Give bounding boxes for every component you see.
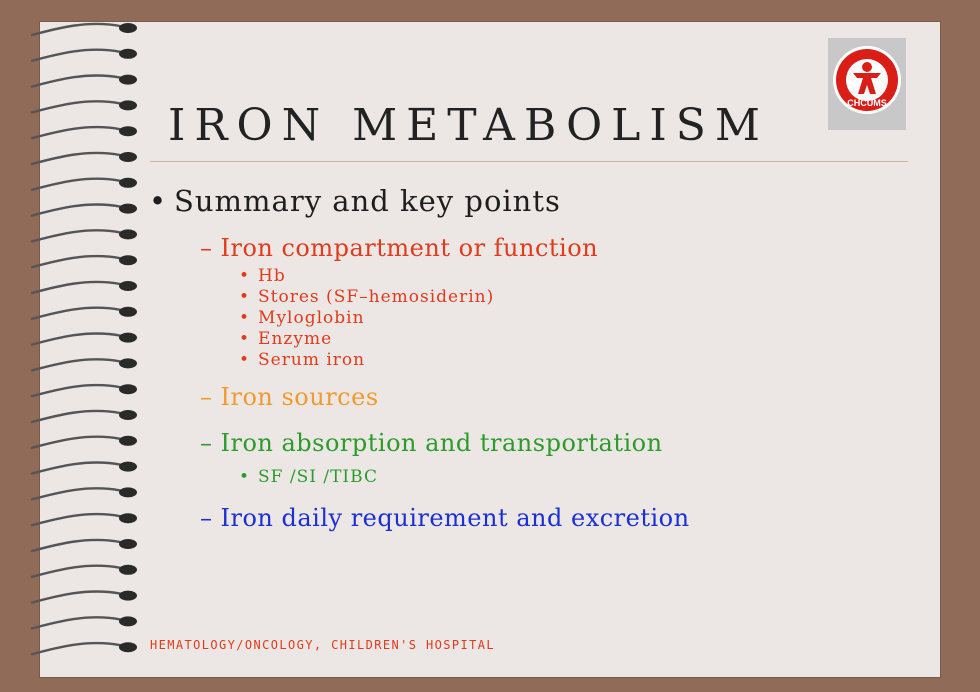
binding-hole [119,410,137,420]
sub-item: • Serum iron [239,350,366,370]
logo-text: CHCUMS [847,98,887,108]
binding-hole [119,307,137,317]
binding-hole [119,229,137,239]
spiral-ring [32,333,120,344]
binding-hole [119,462,137,472]
title-divider [150,161,908,162]
bullet-icon: • [148,184,168,218]
spiral-ring [32,385,120,396]
spiral-ring [32,24,120,35]
binding-hole [119,49,137,59]
spiral-ring [32,437,120,448]
section-compartment: – Iron compartment or function [200,234,599,262]
spiral-ring [32,50,120,61]
sub-item: • Enzyme [239,329,333,349]
sub-item: • Myloglobin [239,308,365,328]
binding-hole [119,23,137,33]
spiral-ring [32,153,120,164]
section-sources: – Iron sources [200,383,379,411]
sub-item: • Stores (SF–hemosiderin) [239,287,495,307]
spiral-ring [32,204,120,215]
spiral-ring [32,591,120,602]
binding-hole [119,539,137,549]
spiral-ring [32,514,120,525]
footer-text: HEMATOLOGY/ONCOLOGY, CHILDREN'S HOSPITAL [150,638,495,652]
spiral-ring [32,230,120,241]
binding-hole [119,126,137,136]
slide-content [142,182,902,534]
binding-hole [119,178,137,188]
sub-item: • SF /SI /TIBC [239,467,378,487]
spiral-binding [28,16,158,666]
binding-hole [119,436,137,446]
binding-hole [119,591,137,601]
sub-item: • Hb [239,266,286,286]
spiral-ring [32,566,120,577]
binding-hole [119,333,137,343]
spiral-ring [32,540,120,551]
slide-title: IRON METABOLISM [168,100,769,151]
binding-hole [119,281,137,291]
binding-hole [119,565,137,575]
spiral-ring [32,359,120,370]
binding-hole [119,75,137,85]
spiral-ring [32,256,120,267]
spiral-ring [32,308,120,319]
binding-hole [119,513,137,523]
spiral-ring [32,75,120,86]
summary-text: Summary and key points [174,184,561,218]
binding-hole [119,100,137,110]
spiral-ring [32,282,120,293]
spiral-ring [32,617,120,628]
spiral-ring [32,101,120,112]
binding-hole [119,204,137,214]
binding-hole [119,255,137,265]
spiral-ring [32,643,120,654]
binding-hole [119,384,137,394]
binding-hole [119,616,137,626]
binding-hole [119,487,137,497]
spiral-ring [32,488,120,499]
spiral-ring [32,411,120,422]
binding-hole [119,642,137,652]
binding-hole [119,152,137,162]
binding-hole [119,358,137,368]
hospital-logo [828,38,906,130]
section-requirement: – Iron daily requirement and excretion [200,504,690,532]
bullet-summary [142,182,902,220]
spiral-ring [32,462,120,473]
spiral-ring [32,179,120,190]
spiral-ring [32,127,120,138]
section-absorption: – Iron absorption and transportation [200,429,663,457]
